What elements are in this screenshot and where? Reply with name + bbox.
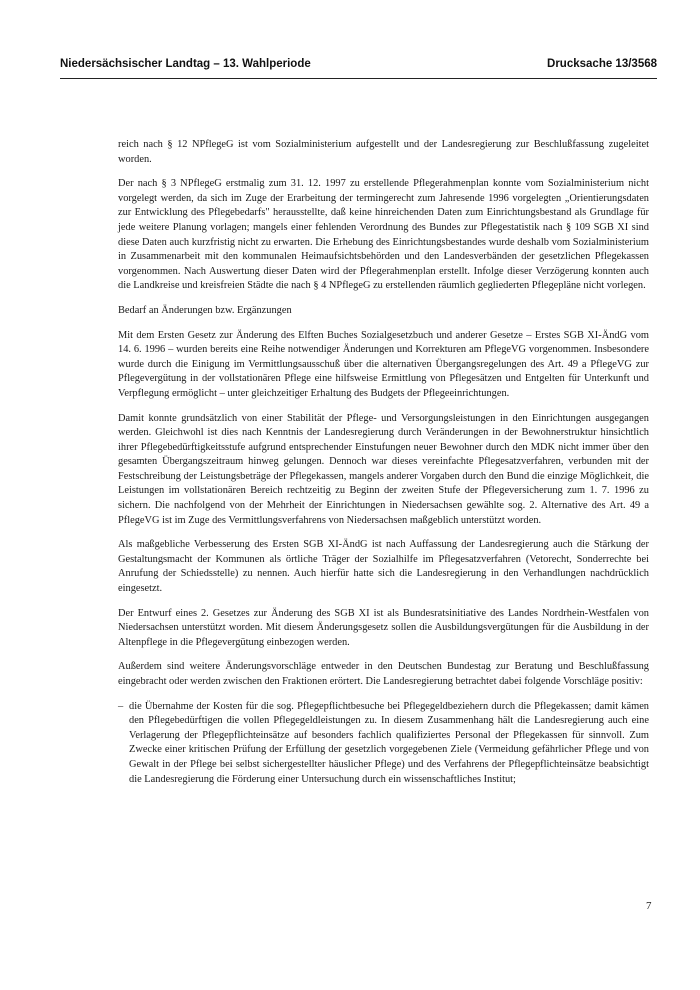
- document-number: Drucksache 13/3568: [547, 58, 657, 70]
- header-rule: [60, 78, 657, 79]
- paragraph: Der Entwurf eines 2. Gesetzes zur Änderung des SGB XI ist als Bundesratsinitiative des Landes Nordrhein-Westfalen von Niedersachsen unterstützt worden. Mit diesem Änderungsgesetz sollen die Ausbildungsvergütungen für die Ausbildung in der Altenpflege in die Pflegevergütung einbezogen werden.: [118, 607, 649, 648]
- paragraph: Außerdem sind weitere Änderungsvorschläge entweder in den Deutschen Bundestag zur Beratung und Beschlußfassung eingebracht oder werden zwischen den Fraktionen erörtert. Die Landesregierung betrachtet dabei folgende Vorschläge positiv:: [118, 661, 649, 687]
- list-item: [118, 700, 649, 788]
- section-heading: Bedarf an Änderungen bzw. Ergänzungen: [118, 304, 292, 316]
- paragraph: Mit dem Ersten Gesetz zur Änderung des Elften Buches Sozialgesetzbuch und anderer Gesetze – Erstes SGB XI-ÄndG vom 14. 6. 1996 – wurden bereits eine Reihe notwendiger Änderungen und Korrekturen am PflegeVG vorgenommen. Insbesondere wurde durch die Einigung im Vermittlungsausschuß über die alternativen Übergangsregelungen des Art. 49 a PflegeVG zur Pflegevergütung in der vollstationären Pflege eine hilfsweise Ermittlung von Pflegesätzen und Entgelten für Unterkunft und Verpflegung ermöglicht – unter gleichzeitiger Erhaltung des Budgets der Pflegeeinrichtungen.: [118, 329, 649, 399]
- list-item-text: die Übernahme der Kosten für die sog. Pflegepflichtbesuche bei Pflegegeldbeziehern durch die Pflegekassen; damit kämen den Pflegebedürftigen die vollen Pflegegeldleistungen zu. In diesem Zusammenhang hält die Landesregierung auch eine Verlagerung der Pflegepflichteinsätze auf besonders fachlich qualifiziertes Personal der Pflegekassen für sinnvoll. Zum Zwecke einer kritischen Prüfung der Erfüllung der gesetzlich vorgegebenen Ziele (Vermeidung gefährlicher Pflege und von Gewalt in der Pflege bei selbst sichergestellter häuslicher Pflege) und des Verfahrens der Pflegepflichteinsätze beabsichtigt die Landesregierung die Förderung einer Untersuchung durch ein wissenschaftliches Institut;: [129, 700, 649, 785]
- page-number: 7: [646, 900, 652, 912]
- paragraph: Als maßgebliche Verbesserung des Ersten SGB XI-ÄndG ist nach Auffassung der Landesregierung auch die Stärkung der Gestaltungsmacht der Kommunen als örtliche Träger der Sozialhilfe im Pflegesatzverfahren (Vetorecht, Sonderrechte bei Anrufung der Schiedsstelle) zu nennen. Auch hierfür hatte sich die Landesregierung in den Verhandlungen nachdrücklich eingesetzt.: [118, 539, 649, 595]
- page-header: [60, 58, 657, 70]
- paragraph: Der nach § 3 NPflegeG erstmalig zum 31. 12. 1997 zu erstellende Pflegerahmenplan konnte vom Sozialministerium nicht vorgelegt werden, da sich im Zuge der Erarbeitung der termingerecht zum Jahresende 1996 vorgelegten „Orientierungsdaten zur Entwicklung des Pflegebedarfs" herausstellte, daß keine hinreichenden Daten zum Einrichtungsbestand als Grundlage für jede weitere Planung vorlagen; mangels einer fehlenden Verordnung des Bundes zur Pflegestatistik nach § 109 SGB XI sind diese Daten auch kurzfristig nicht zu erwarten. Die Erhebung des Einrichtungsbestandes wurde deshalb vom Sozialministerium in Zusammenarbeit mit den kommunalen Heimaufsichtsbehörden und den Landesverbänden der gesetzlichen Pflegekassen vorgenommen. Nach Auswertung dieser Daten wird der Pflegerahmenplan erstellt. Infolge dieser Verzögerung konnten auch die Landkreise und kreisfreien Städte die nach § 4 NPflegeG zu erstellenden räumlich gegliederten Pflegepläne nicht vorlegen.: [118, 178, 649, 292]
- paragraph: reich nach § 12 NPflegeG ist vom Sozialministerium aufgestellt und der Landesregierung zur Beschlußfassung zugeleitet worden.: [118, 139, 649, 165]
- document-body: [118, 138, 649, 787]
- proposal-list: [118, 700, 649, 788]
- paragraph: Damit konnte grundsätzlich von einer Stabilität der Pflege- und Versorgungsleistungen in den Einrichtungen ausgegangen werden. Gleichwohl ist dies nach Kenntnis der Landesregierung durch Veränderungen in der Bewohnerstruktur hinsichtlich ihrer Pflegebedürftigkeitsstufe aufgrund entsprechender Einstufungen neuer Bewohner durch den MDK nicht immer über den gesamten Übergangszeitraum hinweg gelungen. Dennoch war dieses vereinfachte Pflegesatzverfahren, verbunden mit der Festschreibung der Leistungsbeträge der Pflegekassen, mangels anderer Vorgaben durch den Bund die einzige Möglichkeit, die Leistungen im vollstationären Bereich rechtzeitig zu Beginn der zweiten Stufe der Pflegeversicherung zum 1. 7. 1996 zu sichern. Die nachfolgend von der Mehrheit der Einrichtungen in Niedersachsen gewählte sog. 2. Alternative des Art. 49 a PflegeVG ist im Zuge des Vermittlungsverfahrens von Niedersachsen maßgeblich unterstützt worden.: [118, 412, 649, 526]
- list-dash: –: [118, 700, 124, 712]
- header-title: Niedersächsischer Landtag – 13. Wahlperiode: [60, 58, 311, 70]
